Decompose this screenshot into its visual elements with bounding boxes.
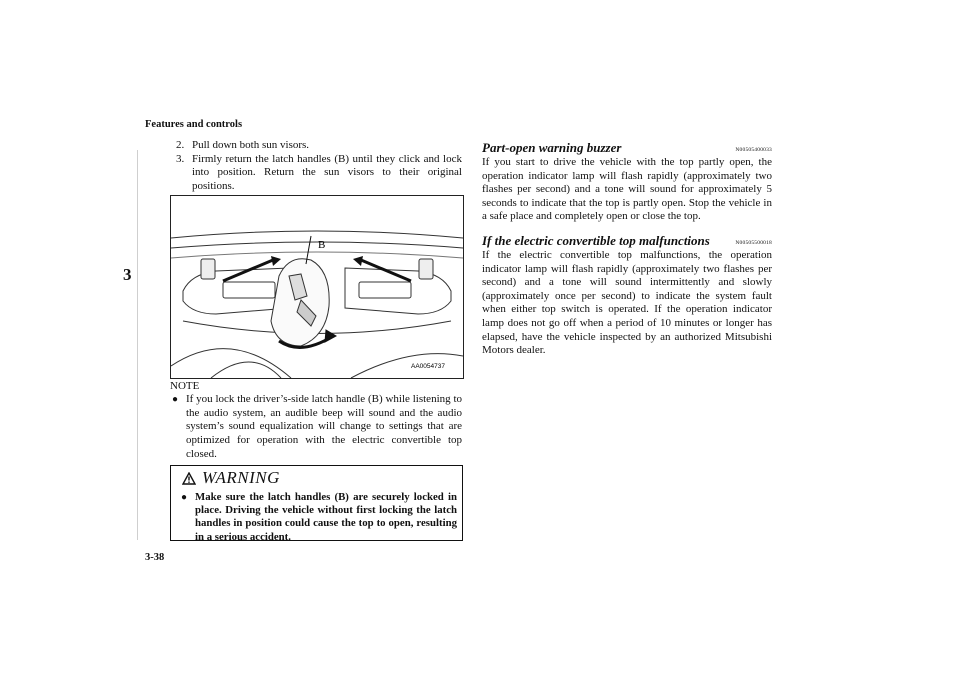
- bullet-icon: ●: [172, 394, 179, 405]
- step-item: [176, 139, 462, 153]
- section-code: N00505500018: [735, 239, 772, 246]
- section-paragraph: If the electric convertible top malfunctions, the operation indicator lamp will flash rapidly (approximately two flashes per second) and a tone will sound intermittently and slowly (approximately once per second) to indicate the system fault when either top switch is operated. If the operation indicator lamp does not go off when a period of 10 minutes or longer has elapsed, have the vehicle inspected by an authorized Mitsubishi Motors dealer.: [482, 248, 772, 357]
- warning-box: [170, 465, 463, 541]
- callout-label: B: [318, 239, 326, 251]
- section-heading: [482, 232, 772, 249]
- step-item: [176, 153, 462, 194]
- note-text: If you lock the driver’s-side latch handle (B) while listening to the audio system, an audible beep will sound and the audio system’s sound equalization will change to settings that are optimized for operation with the electric convertible top closed.: [186, 393, 462, 460]
- section-paragraph: If you start to drive the vehicle with the top partly open, the operation indicator lamp will flash rapidly (approximately two flashes per second) and a tone will sound for approximately 5 seconds to indicate that the top is partly open. Stop the vehicle in a safe place and completely open or close the top.: [482, 156, 772, 223]
- section-heading: [482, 139, 772, 156]
- step-text: Pull down both sun visors.: [192, 139, 310, 151]
- page-header: Features and controls: [145, 119, 243, 130]
- warning-header: [182, 468, 280, 488]
- warning-text-block: [181, 491, 457, 544]
- warning-title: WARNING: [202, 468, 280, 487]
- step-number: 3.: [176, 152, 185, 165]
- warning-text: Make sure the latch handles (B) are securely locked in place. Driving the vehicle without first locking the latch handles in position could cause the top to open, resulting in a serious accident.: [195, 491, 457, 543]
- section-title: Part-open warning buzzer: [482, 140, 622, 155]
- step-text: Firmly return the latch handles (B) until they click and lock into position. Return the sun visors to their original positions.: [192, 152, 462, 193]
- section-code: N00505400033: [735, 147, 772, 153]
- step-number: 2.: [176, 139, 185, 151]
- margin-divider: [137, 150, 138, 540]
- figure-id: AA0054737: [411, 363, 445, 370]
- steps-list: [176, 139, 462, 194]
- sun-visor-drawing: [171, 196, 463, 378]
- sun-visor-illustration: [170, 195, 464, 379]
- note-text-block: [172, 393, 462, 462]
- note-label: NOTE: [170, 380, 200, 392]
- section-title: If the electric convertible top malfunctions: [482, 232, 710, 248]
- bullet-icon: ●: [181, 492, 188, 503]
- page-number: 3-38: [145, 552, 165, 563]
- chapter-tab-number: 3: [123, 265, 132, 284]
- warning-triangle-icon: [182, 472, 196, 485]
- right-column: [482, 139, 772, 358]
